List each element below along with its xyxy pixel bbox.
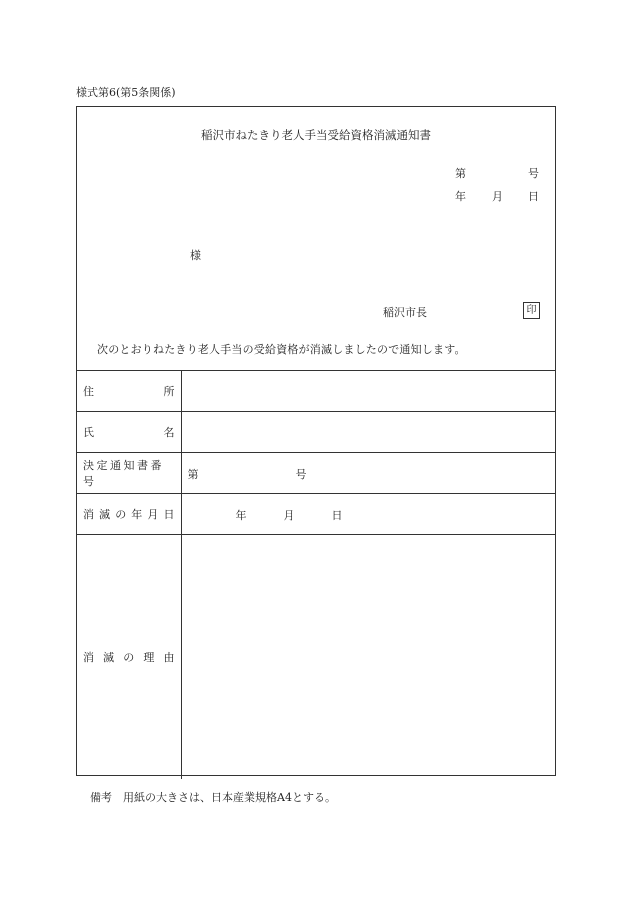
table-row-reason bbox=[77, 535, 555, 779]
decision-number-field[interactable] bbox=[181, 453, 555, 494]
label-char: 年 bbox=[131, 508, 143, 521]
form-number-label: 様式第6(第5条関係) bbox=[76, 86, 176, 99]
seal-stamp: 印 bbox=[523, 302, 540, 319]
label-char: 由 bbox=[163, 650, 175, 664]
reason-field[interactable] bbox=[181, 535, 555, 779]
label-char: 滅 bbox=[99, 508, 111, 521]
name-field[interactable] bbox=[181, 412, 555, 453]
address-field[interactable] bbox=[181, 371, 555, 412]
extinction-date-month: 月 bbox=[283, 509, 295, 522]
label-char: 滅 bbox=[103, 650, 115, 664]
label-char: 名 bbox=[163, 426, 175, 439]
form-header bbox=[77, 107, 555, 370]
table-row-decision-number bbox=[77, 453, 555, 494]
extinction-date-label bbox=[77, 494, 181, 535]
decision-number-dai: 第 bbox=[187, 468, 199, 481]
decision-number-go: 号 bbox=[295, 468, 307, 481]
label-char: 消 bbox=[83, 508, 94, 521]
remarks-note: 備考 用紙の大きさは、日本産業規格A4とする。 bbox=[90, 791, 336, 804]
table-row-address bbox=[77, 371, 555, 412]
form-frame bbox=[76, 106, 556, 776]
extinction-date-year: 年 bbox=[235, 509, 247, 522]
addressee-suffix: 様 bbox=[190, 249, 201, 262]
label-char: 理 bbox=[143, 650, 155, 664]
name-label bbox=[77, 412, 181, 453]
label-char: 氏 bbox=[83, 426, 94, 439]
label-char: 日 bbox=[163, 508, 175, 521]
issue-date-month: 月 bbox=[492, 190, 503, 203]
number-dai: 第 bbox=[455, 167, 466, 180]
label-char: 住 bbox=[83, 385, 94, 398]
label-char: の bbox=[115, 508, 127, 521]
decision-number-label-text: 決定通知書番号 bbox=[83, 459, 164, 488]
issuer-name: 稲沢市長 bbox=[383, 306, 427, 319]
label-char: 消 bbox=[83, 650, 94, 664]
issue-date-year: 年 bbox=[455, 190, 466, 203]
notice-text: 次のとおりねたきり老人手当の受給資格が消滅しましたので通知します。 bbox=[97, 343, 466, 356]
extinction-date-day: 日 bbox=[331, 509, 343, 522]
table-row-extinction-date bbox=[77, 494, 555, 535]
address-label bbox=[77, 371, 181, 412]
extinction-date-field[interactable] bbox=[181, 494, 555, 535]
label-char: 月 bbox=[147, 508, 159, 521]
issue-date-day: 日 bbox=[528, 190, 539, 203]
reason-label bbox=[77, 535, 181, 779]
details-table bbox=[77, 370, 555, 779]
form-title: 稲沢市ねたきり老人手当受給資格消滅通知書 bbox=[201, 128, 431, 142]
label-char: 所 bbox=[163, 385, 175, 398]
number-go: 号 bbox=[528, 167, 539, 180]
decision-number-label bbox=[77, 453, 181, 494]
label-char: の bbox=[123, 650, 135, 664]
table-row-name bbox=[77, 412, 555, 453]
